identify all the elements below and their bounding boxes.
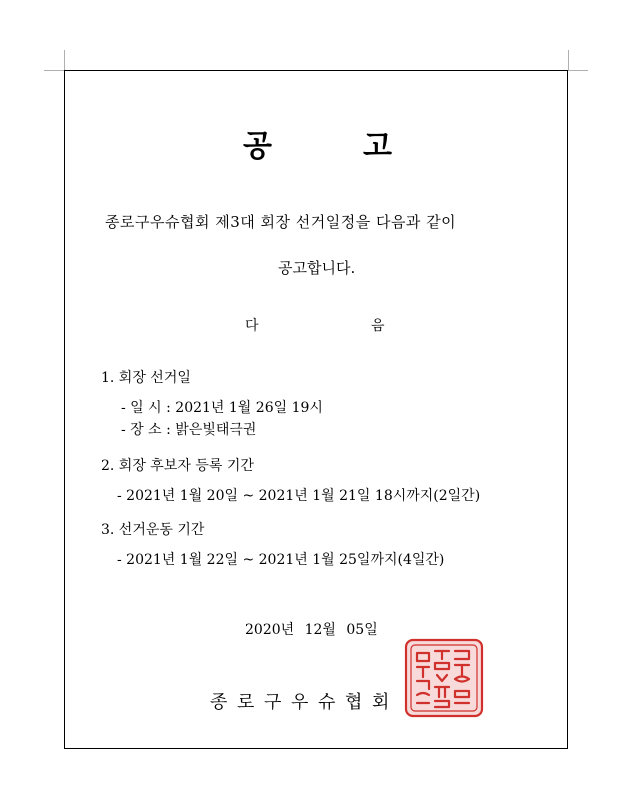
crop-mark xyxy=(568,50,569,70)
section-2-heading: 2. 회장 후보자 등록 기간 xyxy=(101,458,254,474)
intro-line-2: 공고합니다. xyxy=(278,259,356,277)
association-char: 협 xyxy=(345,692,363,713)
title-char-1: 공 xyxy=(243,129,272,164)
title-char-2: 고 xyxy=(363,129,392,164)
section-2-item-1: - 2021년 1월 20일 ~ 2021년 1월 21일 18시까지(2일간) xyxy=(117,488,481,504)
association-char: 회 xyxy=(372,692,390,713)
association-char: 우 xyxy=(291,692,309,713)
dauem-char-1: 다 xyxy=(245,318,259,334)
crop-mark xyxy=(44,70,64,71)
crop-mark xyxy=(64,50,65,70)
official-seal-icon xyxy=(403,637,485,719)
announcement-date: 2020년 12월 05일 xyxy=(245,622,378,638)
document-page xyxy=(64,70,568,749)
section-3-item-1: - 2021년 1월 22일 ~ 2021년 1월 25일까지(4일간) xyxy=(117,552,445,568)
intro-line-1: 종로구우슈협회 제3대 회장 선거일정을 다음과 같이 xyxy=(105,213,457,231)
crop-mark xyxy=(568,70,588,71)
association-char: 구 xyxy=(264,692,282,713)
association-char: 종 xyxy=(210,692,228,713)
section-1-item-1: - 일 시 : 2021년 1월 26일 19시 xyxy=(121,400,323,416)
section-1-item-2: - 장 소 : 밝은빛태극권 xyxy=(121,422,257,438)
dauem-char-2: 음 xyxy=(371,318,385,334)
section-3-heading: 3. 선거운동 기간 xyxy=(101,522,205,538)
association-char: 슈 xyxy=(318,692,336,713)
association-name xyxy=(210,688,399,714)
section-1-heading: 1. 회장 선거일 xyxy=(101,370,191,386)
association-char: 로 xyxy=(237,692,255,713)
